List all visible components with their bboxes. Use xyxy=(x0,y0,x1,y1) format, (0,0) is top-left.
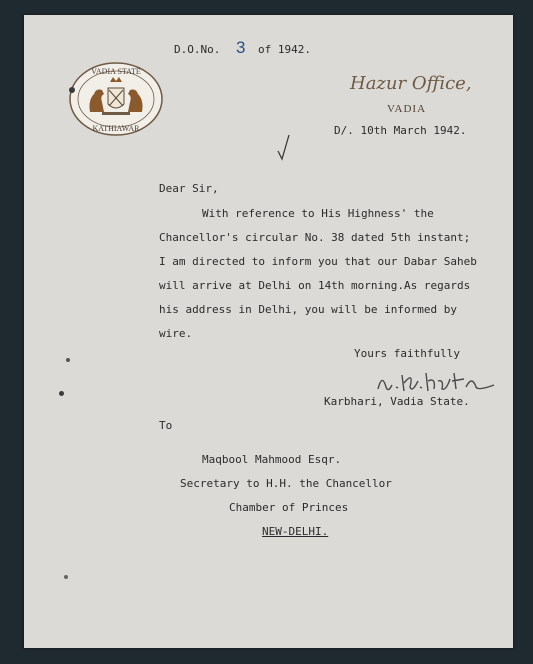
recipient-to: To xyxy=(159,419,173,432)
crest-top-text: VADIA STATE xyxy=(91,67,141,76)
body-line: his address in Delhi, you will be informed by xyxy=(159,303,458,316)
body-line: I am directed to inform you that our Dabar Saheb xyxy=(159,255,477,268)
reference-number: 3 xyxy=(236,38,246,57)
reference-prefix: D.O.No. xyxy=(174,43,221,56)
letter-sheet xyxy=(24,15,513,648)
office-heading: Hazur Office, xyxy=(350,73,472,94)
signatory-title: Karbhari, Vadia State. xyxy=(324,395,470,408)
body-line: wire. xyxy=(159,327,193,340)
paper-damage xyxy=(64,575,68,579)
paper-damage xyxy=(66,358,70,362)
recipient-city: NEW-DELHI. xyxy=(262,525,329,538)
crest-bottom-text: KATHIAWAR xyxy=(92,124,140,133)
place-heading: VADIA xyxy=(387,103,427,115)
recipient-org: Chamber of Princes xyxy=(229,501,349,514)
recipient-title: Secretary to H.H. the Chancellor xyxy=(180,477,392,490)
salutation: Dear Sir, xyxy=(159,182,219,195)
ink-blot xyxy=(69,87,75,93)
state-crest-logo xyxy=(68,60,164,138)
check-mark-icon xyxy=(276,133,292,161)
body-line: will arrive at Delhi on 14th morning.As regards xyxy=(159,279,471,292)
reference-suffix: of 1942. xyxy=(258,43,311,56)
paper-damage xyxy=(59,391,64,396)
closing: Yours faithfully xyxy=(354,347,460,360)
date-line: D/. 10th March 1942. xyxy=(334,124,467,137)
body-line: With reference to His Highness' the xyxy=(202,207,434,220)
recipient-name: Maqbool Mahmood Esqr. xyxy=(202,453,342,466)
body-line: Chancellor's circular No. 38 dated 5th instant; xyxy=(159,231,471,244)
